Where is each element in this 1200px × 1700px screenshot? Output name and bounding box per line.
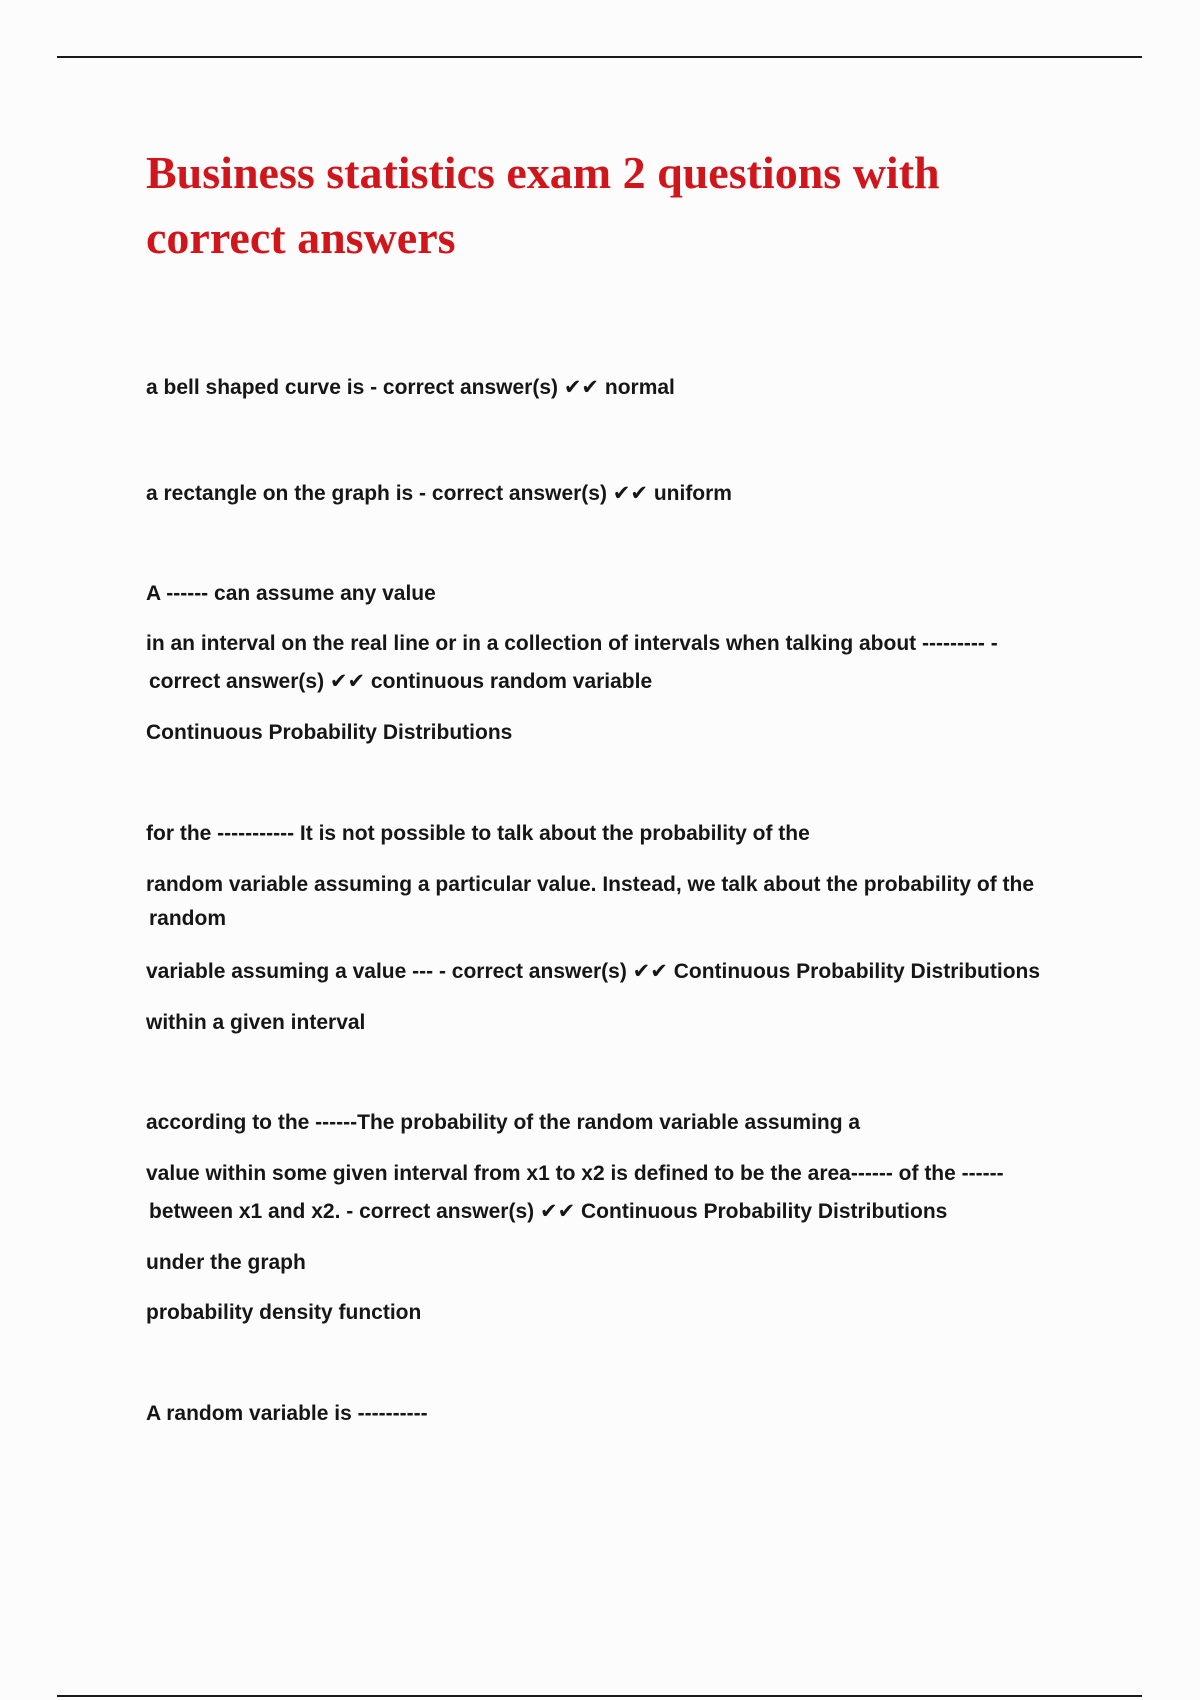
question-continuous-line-4: Continuous Probability Distributions [146, 721, 513, 744]
question-random-variable: A random variable is ---------- [146, 1402, 428, 1425]
question-continuous-line-2: in an interval on the real line or in a collection of intervals when talking about --------- - [146, 632, 998, 655]
question-interval-line-2: random variable assuming a particular value. Instead, we talk about the probability of the [146, 873, 1035, 896]
question-interval-line-5: within a given interval [146, 1011, 366, 1034]
document-title [146, 140, 1046, 270]
bottom-rule [57, 1695, 1142, 1697]
question-interval-answer: variable assuming a value --- - correct answer(s) ✔✔ Continuous Probability Distributions [146, 960, 1041, 983]
question-density-answer: between x1 and x2. - correct answer(s) ✔✔ Continuous Probability Distributions [149, 1200, 948, 1223]
question-bell-curve: a bell shaped curve is - correct answer(s) ✔✔ normal [146, 376, 675, 399]
question-interval-line-3: random [149, 907, 227, 930]
question-continuous-line-1: A ------ can assume any value [146, 582, 436, 605]
question-density-line-5: probability density function [146, 1301, 422, 1324]
title-line-1: Business statistics exam 2 questions with [146, 147, 940, 198]
question-interval-line-1: for the ----------- It is not possible to talk about the probability of the [146, 822, 810, 845]
question-density-line-4: under the graph [146, 1251, 306, 1274]
top-rule [57, 56, 1142, 58]
question-rectangle: a rectangle on the graph is - correct answer(s) ✔✔ uniform [146, 482, 732, 505]
title-line-2: correct answers [146, 212, 456, 263]
question-density-line-2: value within some given interval from x1 to x2 is defined to be the area------ of the ------ [146, 1162, 1004, 1185]
question-continuous-answer: correct answer(s) ✔✔ continuous random variable [149, 670, 653, 693]
question-density-line-1: according to the ------The probability of the random variable assuming a [146, 1111, 861, 1134]
